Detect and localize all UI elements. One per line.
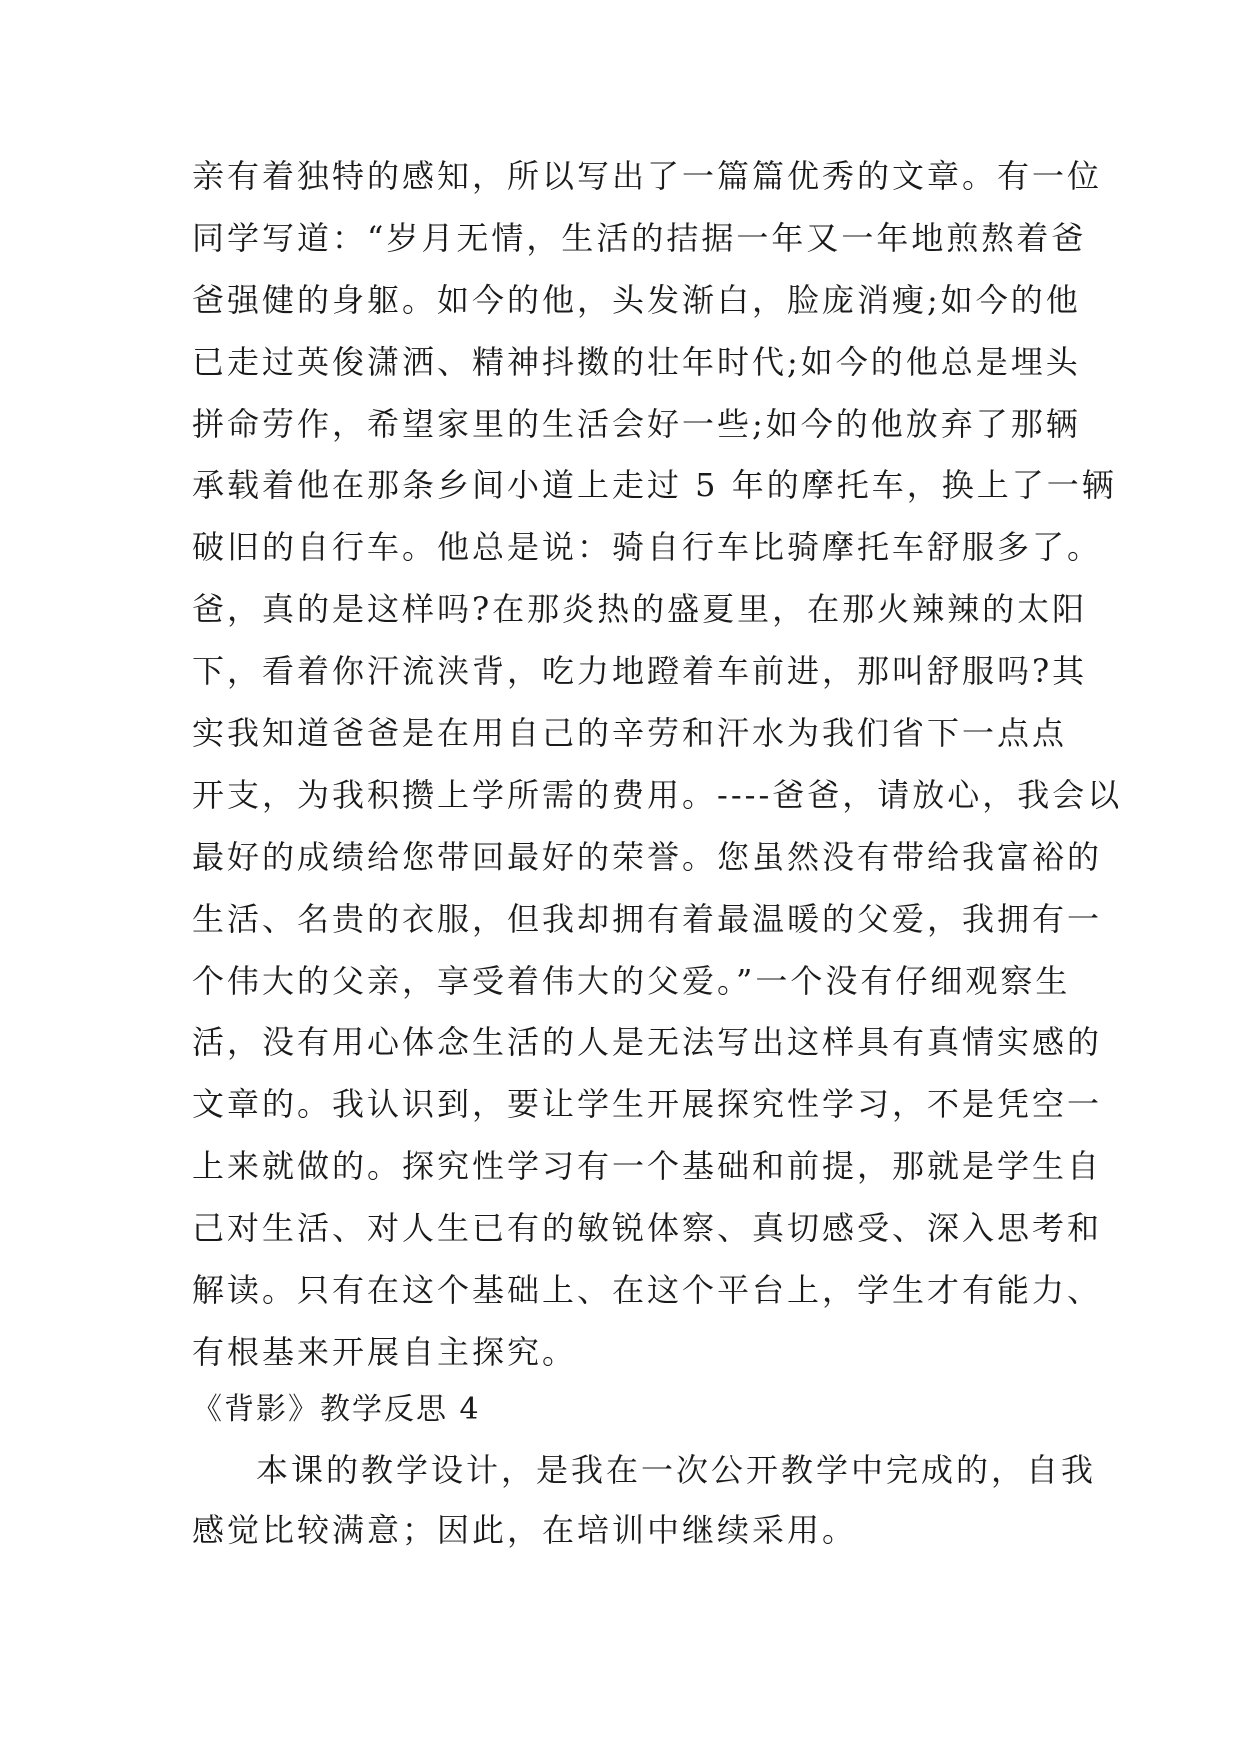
text-line: 破旧的自行车。他总是说：骑自行车比骑摩托车舒服多了。 [192,528,1103,567]
text-line: 下，看着你汗流浃背，吃力地蹬着车前进，那叫舒服吗?其 [192,652,1088,691]
text-line: 活，没有用心体念生活的人是无法写出这样具有真情实感的 [192,1023,1103,1062]
text-line: 上来就做的。探究性学习有一个基础和前提，那就是学生自 [192,1147,1103,1186]
text-line: 同学写道：“岁月无情，生活的拮据一年又一年地煎熬着爸 [192,218,1087,257]
text-line: 己对生活、对人生已有的敏锐体察、真切感受、深入思考和 [192,1209,1103,1248]
essay-paragraph [192,157,1123,1398]
text-line: 爸，真的是这样吗?在那炎热的盛夏里，在那火辣辣的太阳 [192,590,1088,629]
text-line: 个伟大的父亲，享受着伟大的父爱。”一个没有仔细观察生 [192,961,1071,1000]
text-line: 解读。只有在这个基础上、在这个平台上，学生才有能力、 [192,1271,1103,1310]
text-line: 爸强健的身躯。如今的他，头发渐白，脸庞消瘦;如今的他 [192,280,1081,319]
text-line: 拼命劳作，希望家里的生活会好一些;如今的他放弃了那辆 [192,404,1081,443]
text-line: 本课的教学设计，是我在一次公开教学中完成的，自我 [256,1451,1097,1489]
text-line: 承载着他在那条乡间小道上走过 5 年的摩托车，换上了一辆 [192,466,1117,505]
text-line: 生活、名贵的衣服，但我却拥有着最温暖的父爱，我拥有一 [192,899,1103,938]
text-line: 感觉比较满意；因此，在培训中继续采用。 [192,1511,858,1549]
text-line: 文章的。我认识到，要让学生开展探究性学习，不是凭空一 [192,1085,1103,1124]
text-line: 已走过英俊潇洒、精神抖擞的壮年时代;如今的他总是埋头 [192,342,1081,381]
text-line: 开支，为我积攒上学所需的费用。----爸爸，请放心，我会以 [192,775,1123,814]
text-line: 最好的成绩给您带回最好的荣誉。您虽然没有带给我富裕的 [192,837,1103,876]
section-heading: 《背影》教学反思 4 [192,1392,481,1427]
text-line: 亲有着独特的感知，所以写出了一篇篇优秀的文章。有一位 [192,157,1103,195]
section-paragraph [192,1451,1097,1574]
text-line: 实我知道爸爸是在用自己的辛劳和汗水为我们省下一点点 [192,714,1068,753]
text-line: 有根基来开展自主探究。 [192,1332,578,1371]
